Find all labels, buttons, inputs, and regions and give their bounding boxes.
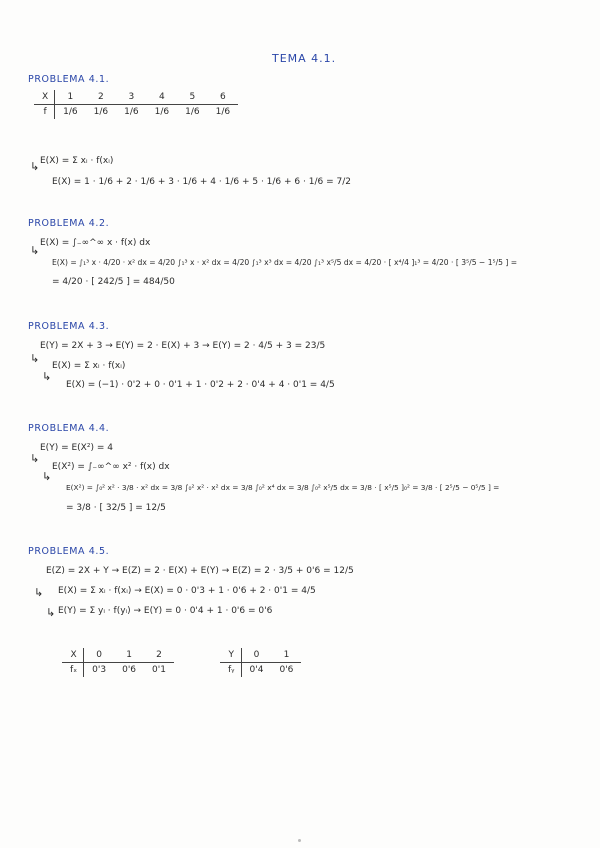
table-cell: 1/6 [154, 107, 170, 117]
formula-line: E(X) = ∫₁³ x · 4/20 · x² dx = 4/20 ∫₁³ x · x² dx = 4/20 ∫₁³ x³ dx = 4/20 ∫₁³ x⁵/5 dx = 4/20 · [ x⁴/4 ]₁³ = 4/20 · [ 3⁵/5 − 1⁵/5 ] = [52, 258, 518, 267]
table-f-label: fₓ [62, 663, 84, 678]
table-cell: 6 [208, 90, 238, 105]
problem-5-table-y [220, 648, 301, 677]
curved-arrow-icon: ↳ [30, 452, 40, 465]
problem-5-table-x [62, 648, 174, 677]
table-cell: 5 [177, 90, 207, 105]
table-cell: 1 [114, 648, 144, 663]
table-cell: 0 [241, 648, 271, 663]
table-x-label: X [34, 90, 55, 105]
problem-5-heading: PROBLEMA 4.5. [28, 546, 110, 557]
formula-line: = 4/20 · [ 242/5 ] = 484/50 [52, 277, 175, 287]
problem-4-heading: PROBLEMA 4.4. [28, 423, 110, 434]
problem-3-heading: PROBLEMA 4.3. [28, 321, 110, 332]
table-cell: 0 [84, 648, 114, 663]
formula-line: E(X) = Σ xᵢ · f(xᵢ) [52, 361, 126, 371]
table-cell: 0'1 [152, 665, 166, 675]
table-cell: 2 [144, 648, 174, 663]
table-cell: 1/6 [124, 107, 139, 117]
table-cell: 1/6 [185, 107, 200, 117]
table-cell: 0'4 [249, 665, 264, 675]
formula-line: E(X) = (−1) · 0'2 + 0 · 0'1 + 1 · 0'2 + 2 · 0'4 + 4 · 0'1 = 4/5 [66, 380, 335, 390]
curved-arrow-icon: ↳ [42, 370, 52, 383]
table-cell: 1/6 [215, 107, 231, 117]
formula-line: E(X) = ∫₋∞^∞ x · f(x) dx [40, 238, 151, 248]
formula-line: E(X²) = ∫₀² x² · 3/8 · x² dx = 3/8 ∫₀² x² · x² dx = 3/8 ∫₀² x⁴ dx = 3/8 ∫₀² x⁵/5 dx = 3/8 · [ x⁵/5 ]₀² = 3/8 · [ 2⁵/5 − 0⁵/5 ] = [66, 483, 500, 492]
formula-line: E(X) = Σ xᵢ · f(xᵢ) → E(X) = 0 · 0'3 + 1 · 0'6 + 2 · 0'1 = 4/5 [58, 586, 316, 596]
formula-line: E(X) = 1 · 1/6 + 2 · 1/6 + 3 · 1/6 + 4 · 1/6 + 5 · 1/6 + 6 · 1/6 = 7/2 [52, 177, 351, 187]
table-f-label: fᵧ [220, 663, 241, 678]
table-cell: 0'3 [92, 665, 107, 675]
table-cell: 3 [116, 90, 146, 105]
table-cell: 0'6 [122, 665, 137, 675]
formula-line: = 3/8 · [ 32/5 ] = 12/5 [66, 503, 166, 513]
problem-2-heading: PROBLEMA 4.2. [28, 218, 110, 229]
curved-arrow-icon: ↳ [30, 160, 40, 173]
formula-line: E(Y) = Σ yᵢ · f(yᵢ) → E(Y) = 0 · 0'4 + 1 · 0'6 = 0'6 [58, 606, 273, 616]
problem-1-heading: PROBLEMA 4.1. [28, 74, 110, 85]
problem-1-table [34, 90, 238, 119]
formula-line: E(Y) = E(X²) = 4 [40, 443, 113, 453]
curved-arrow-icon: ↳ [34, 586, 44, 599]
table-cell: 1 [55, 90, 86, 105]
table-cell: 1/6 [63, 107, 78, 117]
table-cell: 4 [147, 90, 177, 105]
curved-arrow-icon: ↳ [30, 244, 40, 257]
page-title: TEMA 4.1. [272, 52, 337, 65]
table-y-label: Y [220, 648, 241, 663]
formula-line: E(X²) = ∫₋∞^∞ x² · f(x) dx [52, 462, 170, 472]
table-cell: 1/6 [93, 107, 109, 117]
table-cell: 1 [271, 648, 301, 663]
table-cell: 0'6 [279, 665, 294, 675]
curved-arrow-icon: ↳ [42, 470, 52, 483]
curved-arrow-icon: ↳ [46, 606, 56, 619]
formula-line: E(Z) = 2X + Y → E(Z) = 2 · E(X) + E(Y) → E(Z) = 2 · 3/5 + 0'6 = 12/5 [46, 566, 354, 576]
table-cell: 2 [86, 90, 116, 105]
page-dot [298, 839, 301, 842]
formula-line: E(Y) = 2X + 3 → E(Y) = 2 · E(X) + 3 → E(Y) = 2 · 4/5 + 3 = 23/5 [40, 341, 326, 351]
curved-arrow-icon: ↳ [30, 352, 40, 365]
table-f-label: f [34, 105, 55, 120]
formula-line: E(X) = Σ xᵢ · f(xᵢ) [40, 156, 114, 166]
table-x-label: X [62, 648, 84, 663]
